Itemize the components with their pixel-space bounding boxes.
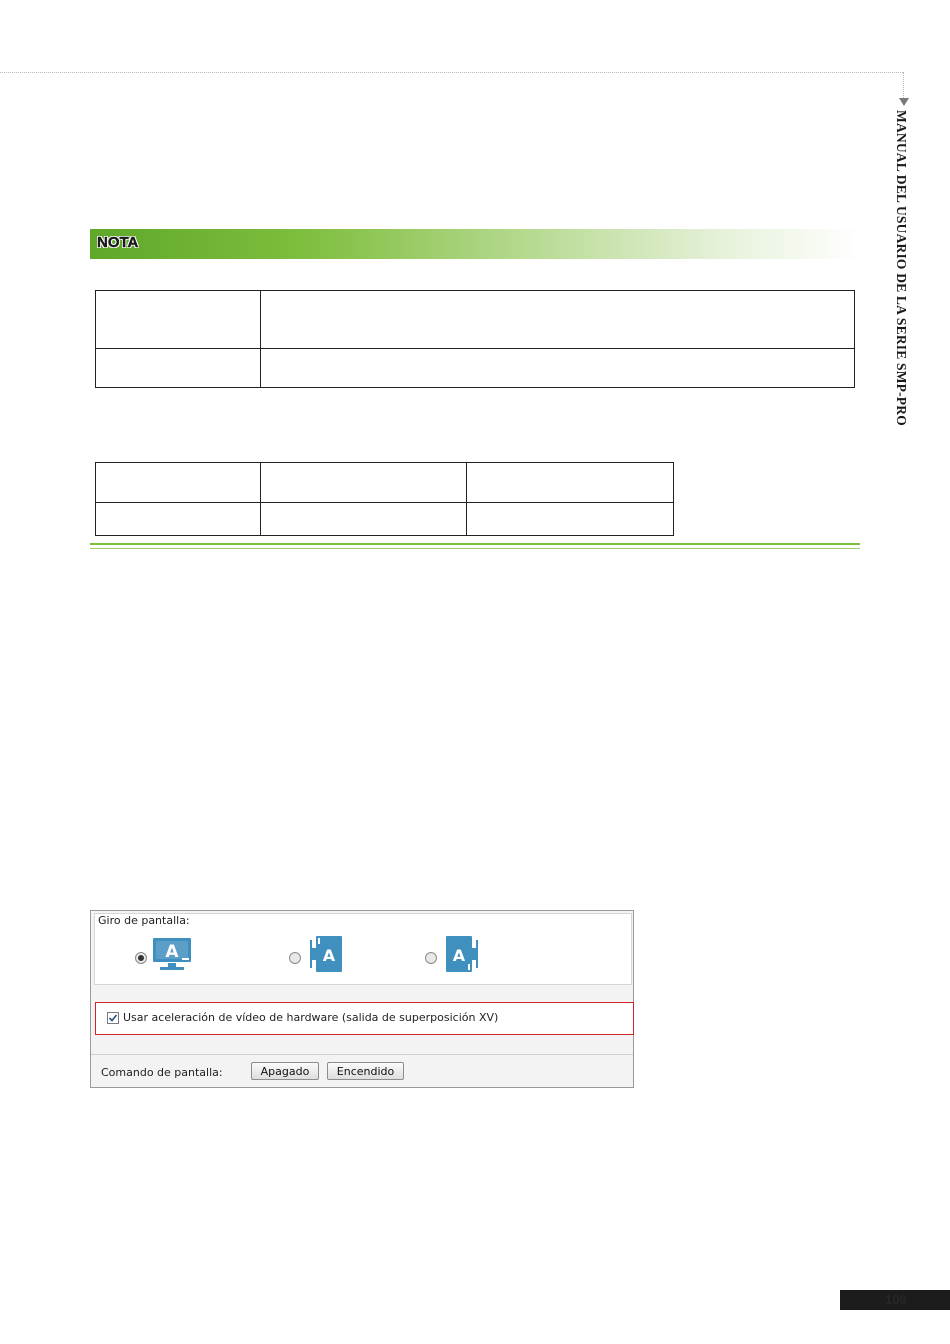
monitor-portrait-left-icon [309, 934, 345, 976]
monitor-landscape-icon [151, 936, 195, 972]
note-bar [90, 229, 860, 259]
hardware-accel-label: Usar aceleración de vídeo de hardware (salida de superposición XV) [123, 1011, 499, 1024]
check-icon [108, 1013, 118, 1023]
table-cell [96, 503, 261, 536]
note-label: NOTA [97, 234, 139, 251]
table-cell [96, 291, 261, 349]
hardware-accel-checkbox[interactable] [107, 1012, 119, 1024]
rotation-label: Giro de pantalla: [98, 914, 190, 927]
side-connector-line [903, 72, 904, 100]
note-table-1 [95, 290, 855, 388]
settings-screenshot [90, 910, 634, 1088]
separator [91, 1054, 633, 1055]
table-cell [261, 291, 855, 349]
on-button[interactable]: Encendido [327, 1062, 404, 1080]
top-dotted-rule [0, 72, 903, 73]
table-cell [96, 463, 261, 503]
off-button[interactable]: Apagado [251, 1062, 319, 1080]
rotation-radio-vertical-left[interactable] [289, 952, 301, 964]
svg-text:A: A [322, 946, 336, 965]
rotation-panel [94, 913, 632, 985]
hardware-accel-row [95, 1002, 634, 1035]
note-end-rule [90, 543, 860, 545]
display-command-label: Comando de pantalla: [101, 1066, 223, 1079]
rotation-radio-vertical-right[interactable] [425, 952, 437, 964]
table-cell [467, 503, 674, 536]
svg-text:A: A [165, 942, 179, 962]
svg-text:A: A [452, 946, 466, 965]
monitor-portrait-right-icon [443, 934, 479, 976]
note-end-rule-thin [90, 548, 860, 549]
rotation-radio-horizontal[interactable] [135, 952, 147, 964]
table-row [96, 291, 855, 349]
table-cell [261, 349, 855, 388]
page-number: 109 [885, 1292, 907, 1307]
table-row [96, 503, 674, 536]
side-title: MANUAL DEL USUARIO DE LA SERIE SMP-PRO [894, 110, 909, 426]
table-cell [467, 463, 674, 503]
table-cell [261, 503, 467, 536]
table-cell [261, 463, 467, 503]
note-table-2 [95, 462, 674, 536]
table-row [96, 349, 855, 388]
table-row [96, 463, 674, 503]
arrow-down-icon [899, 98, 909, 106]
table-cell [96, 349, 261, 388]
page-number-tab [840, 1290, 950, 1310]
